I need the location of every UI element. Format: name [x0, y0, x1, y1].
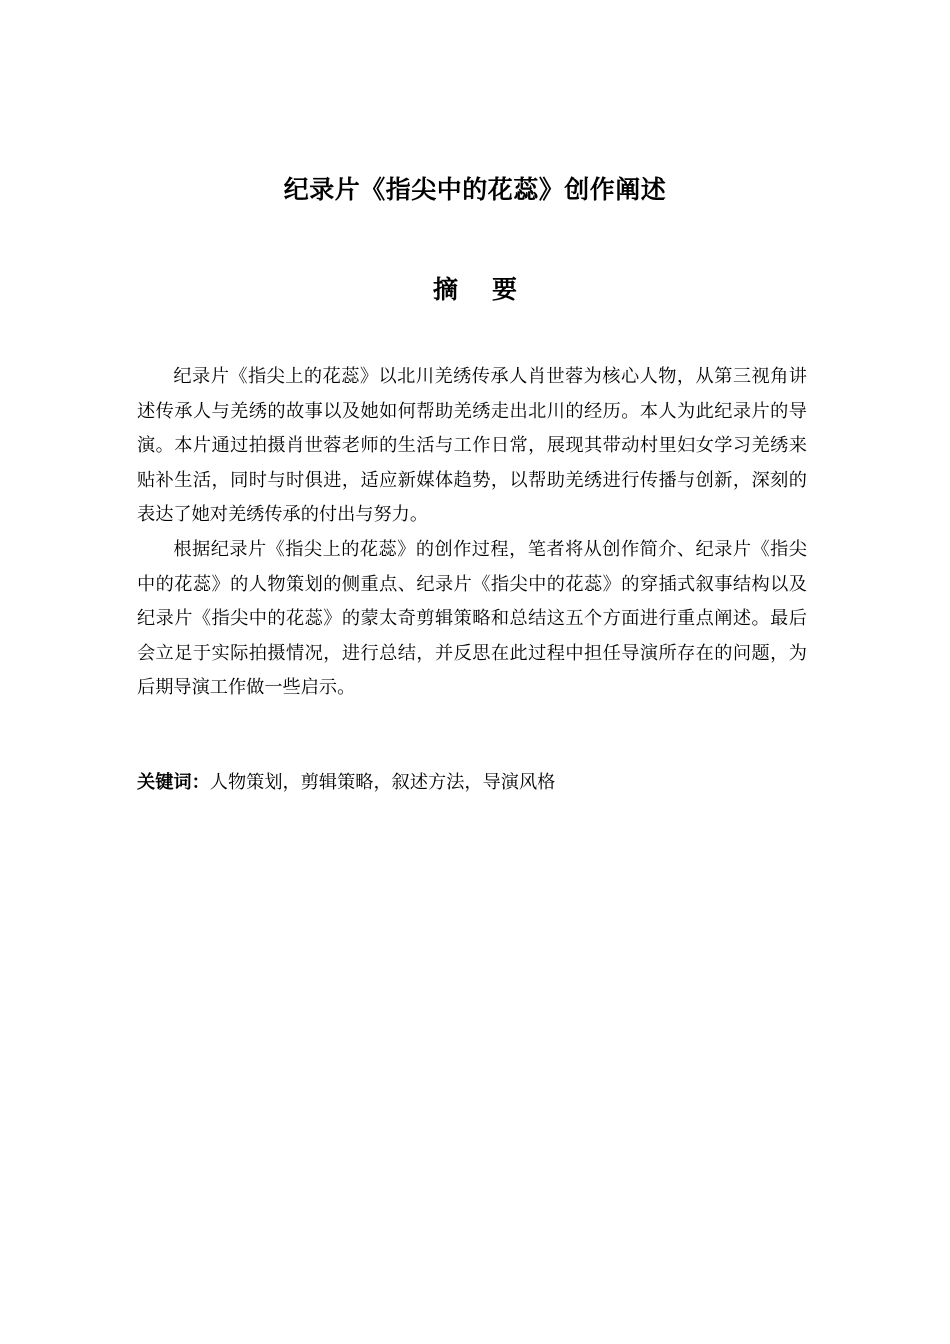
keywords-label: 关键词：: [137, 772, 210, 793]
abstract-heading: 摘要: [432, 275, 551, 304]
abstract-paragraph-1: 纪录片《指尖上的花蕊》以北川羌绣传承人肖世蓉为核心人物，从第三视角讲述传承人与羌绣的故事以及她如何帮助羌绣走出北川的经历。本人为此纪录片的导演。本片通过拍摄肖世蓉老师的生活与工作日常，展现其带动村里妇女学习羌绣来贴补生活，同时与时俱进，适应新媒体趋势，以帮助羌绣进行传播与创新，深刻的表达了她对羌绣传承的付出与努力。: [137, 366, 807, 526]
keywords-text: 人物策划，剪辑策略，叙述方法，导演风格: [209, 772, 556, 793]
abstract-paragraph-2: 根据纪录片《指尖上的花蕊》的创作过程，笔者将从创作简介、纪录片《指尖中的花蕊》的人物策划的侧重点、纪录片《指尖中的花蕊》的穿插式叙事结构以及纪录片《指尖中的花蕊》的蒙太奇剪辑策略和总结这五个方面进行重点阐述。最后会立足于实际拍摄情况，进行总结，并反思在此过程中担任导演所存在的问题，为后期导演工作做一些启示。: [137, 538, 807, 699]
abstract-body: [137, 360, 807, 706]
keywords-line: [137, 766, 807, 800]
document-title: 纪录片《指尖中的花蕊》创作阐述: [283, 175, 667, 204]
